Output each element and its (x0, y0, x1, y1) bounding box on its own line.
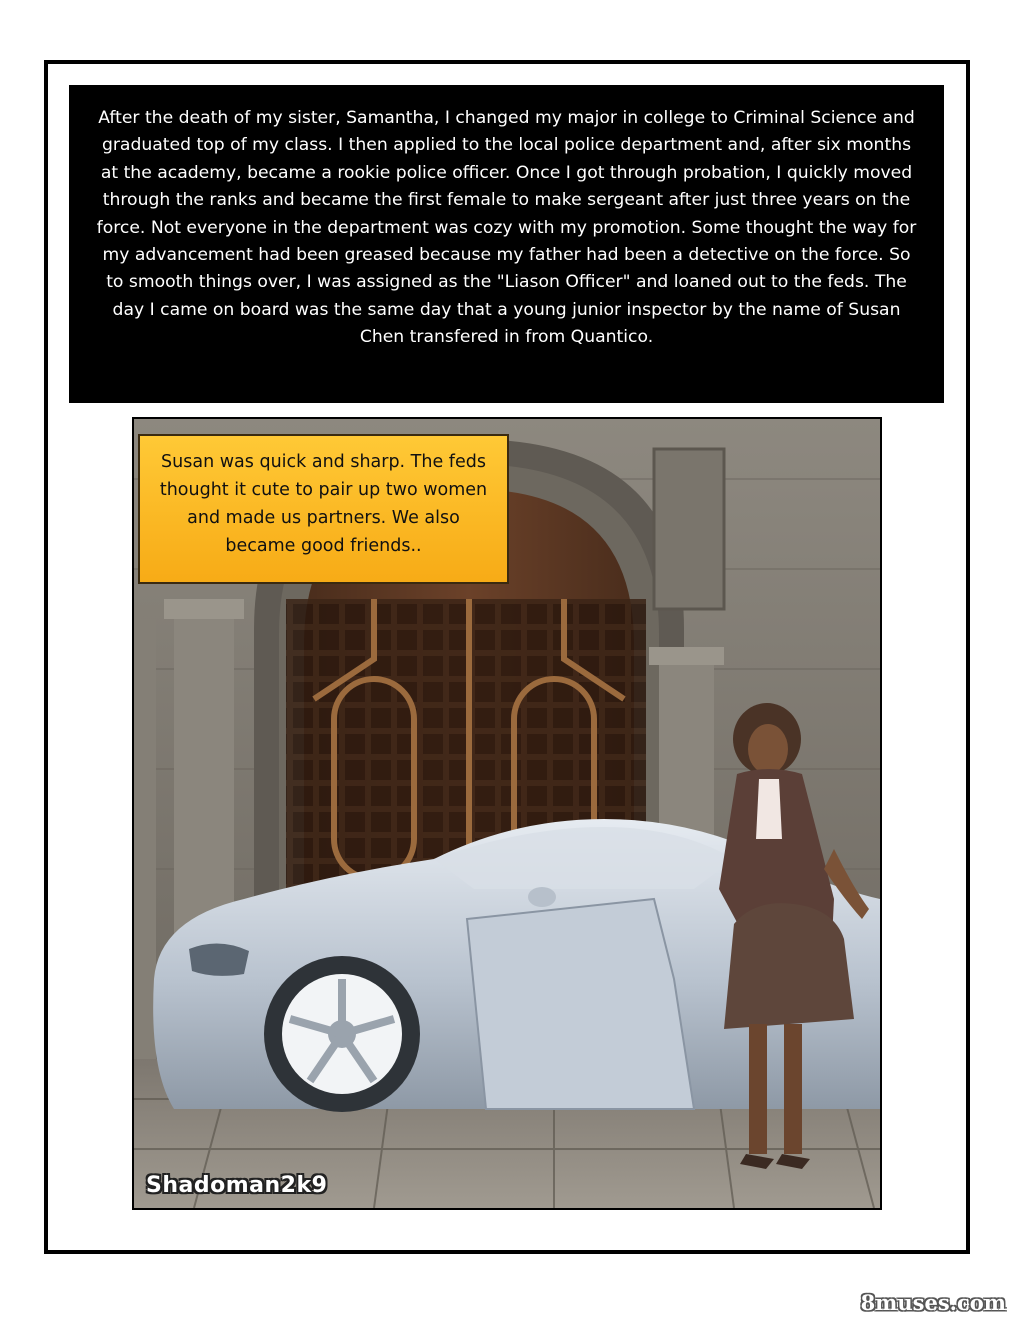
comic-panel (132, 417, 882, 1210)
caption-box: Susan was quick and sharp. The feds thought it cute to pair up two women and made us partners. We also became good friends.. (138, 434, 509, 584)
narration-box: After the death of my sister, Samantha, I changed my major in college to Criminal Science and graduated top of my class. I then applied to the local police department and, after six months at the academy, became a rookie police officer. Once I got through probation, I quickly moved through the ranks and became the first female to make sergeant after just three years on the force. Not everyone in the department was cozy with my promotion. Some thought the way for my advancement had been greased because my father had been a detective on the force. So to smooth things over, I was assigned as the "Liason Officer" and loaned out to the feds. The day I came on board was the same day that a young junior inspector by the name of Susan Chen transfered in from Quantico. (69, 85, 944, 403)
artist-signature: Shadoman2k9 (146, 1173, 328, 1198)
carved-relief (654, 449, 724, 609)
site-watermark: 8muses.com (860, 1290, 1006, 1315)
open-car-door (467, 899, 694, 1109)
